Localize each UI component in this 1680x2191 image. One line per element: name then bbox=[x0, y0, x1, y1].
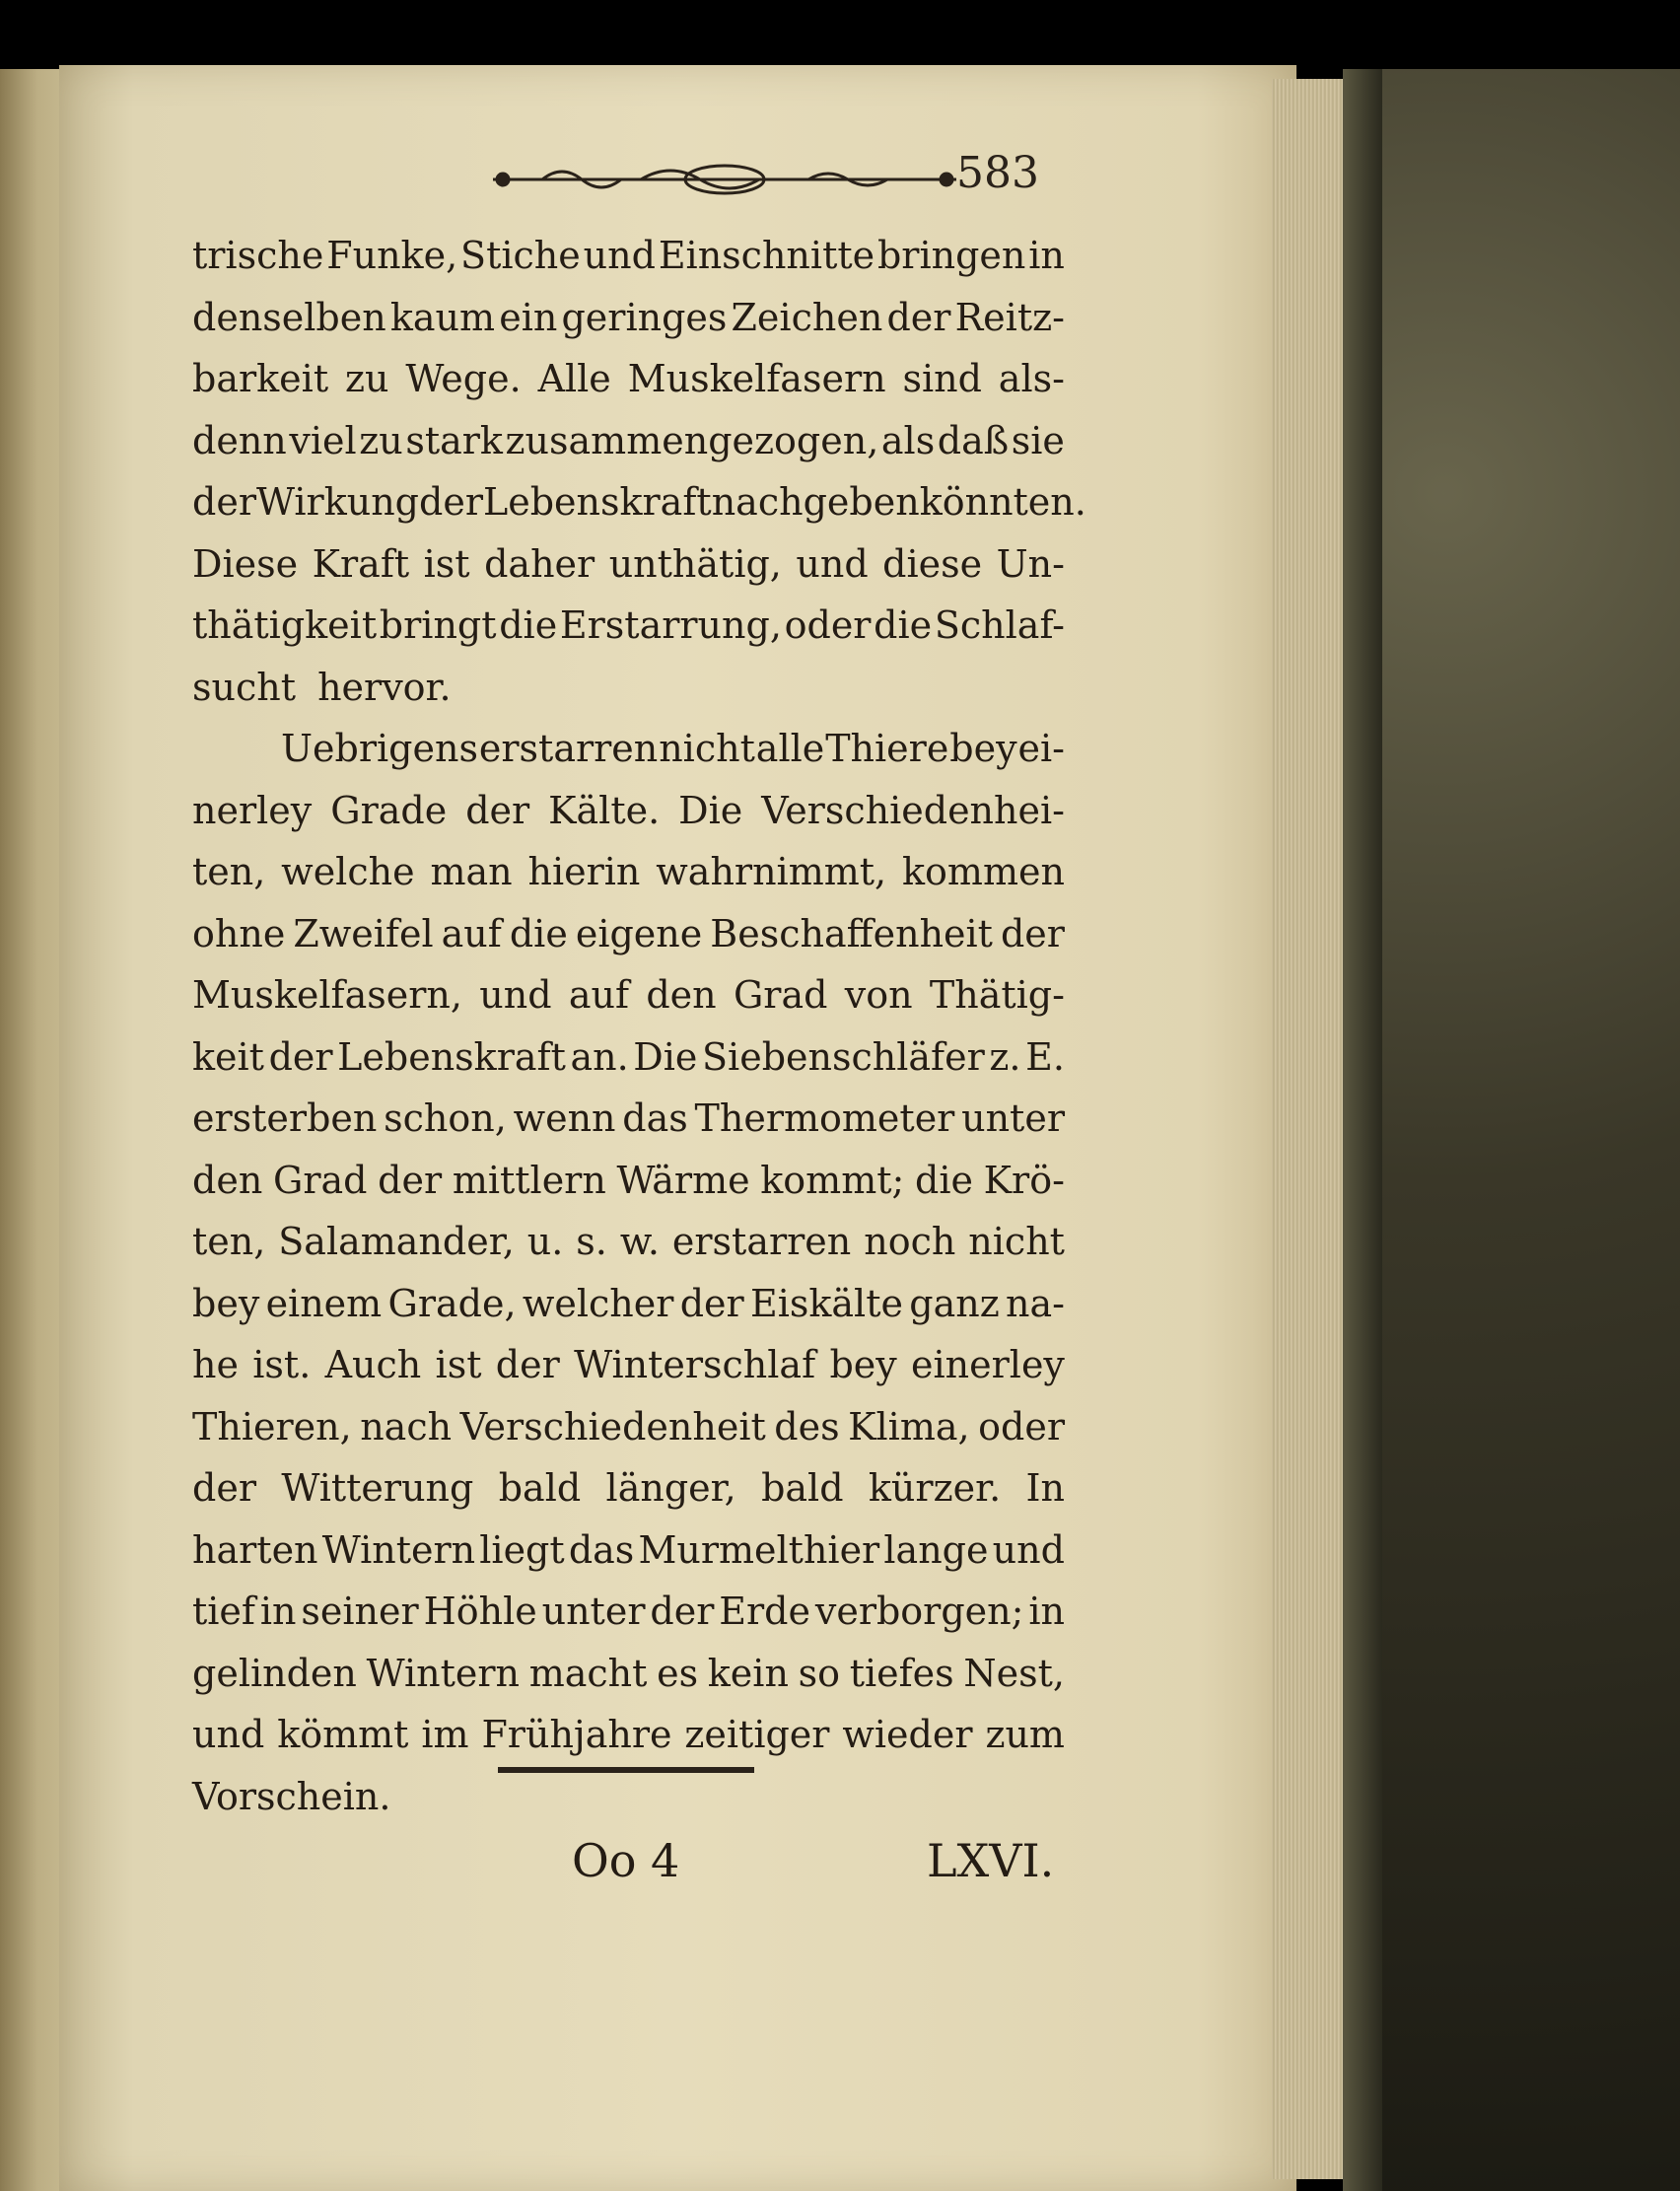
text-line: Diese Kraft ist daher unthätig, und diese Un- bbox=[192, 541, 1065, 586]
text-line: sucht hervor. bbox=[192, 665, 452, 709]
text-line: denselben kaum ein geringes Zeichen der Reitz- bbox=[192, 295, 1065, 339]
marbled-cover bbox=[1343, 69, 1680, 2191]
text-line: harten Wintern liegt das Murmelthier lange und bbox=[192, 1527, 1065, 1572]
signature-mark: Oo 4 bbox=[572, 1834, 680, 1887]
text-line: den Grad der mittlern Wärme kommt; die Krö- bbox=[192, 1158, 1065, 1202]
body-text bbox=[192, 225, 1086, 1827]
text-line: der Wirkung der Lebenskraft nachgeben könnten. bbox=[192, 480, 1086, 524]
page-footer bbox=[572, 1834, 1065, 1893]
text-line: Muskelfasern, und auf den Grad von Thätig- bbox=[192, 973, 1065, 1017]
page-number: 583 bbox=[956, 148, 1039, 198]
cover-spine-edge bbox=[1343, 69, 1382, 2191]
ornament-icon bbox=[483, 160, 966, 199]
text-line: barkeit zu Wege. Alle Muskelfasern sind als- bbox=[192, 357, 1065, 400]
text-line: und kömmt im Frühjahre zeitiger wieder zum bbox=[192, 1713, 1065, 1756]
text-line: he ist. Auch ist der Winterschlaf bey einerley bbox=[192, 1343, 1065, 1386]
section-rule bbox=[498, 1767, 754, 1773]
text-line: Vorschein. bbox=[192, 1774, 391, 1818]
text-line: ten, welche man hierin wahrnimmt, kommen bbox=[192, 850, 1065, 893]
text-line: Thieren, nach Verschiedenheit des Klima, oder bbox=[192, 1404, 1065, 1449]
text-line: denn viel zu stark zusammengezogen, als daß sie bbox=[192, 418, 1065, 462]
text-line: bey einem Grade, welcher der Eiskälte ganz na- bbox=[192, 1281, 1065, 1325]
text-line: keit der Lebenskraft an. Die Siebenschläfer z. E. bbox=[192, 1034, 1065, 1079]
page-header bbox=[197, 148, 1085, 217]
text-line: nerley Grade der Kälte. Die Verschiedenhei- bbox=[192, 788, 1065, 832]
text-line: Uebrigens erstarren nicht alle Thiere bey ei- bbox=[281, 727, 1065, 770]
text-line: ersterben schon, wenn das Thermometer unter bbox=[192, 1096, 1065, 1140]
text-line: ten, Salamander, u. s. w. erstarren noch nicht bbox=[192, 1220, 1065, 1263]
text-line: der Witterung bald länger, bald kürzer. In bbox=[192, 1466, 1065, 1510]
text-line: tief in seiner Höhle unter der Erde verborgen; in bbox=[192, 1590, 1065, 1633]
text-line: gelinden Wintern macht es kein so tiefes Nest, bbox=[192, 1651, 1065, 1695]
catchword: LXVI. bbox=[927, 1834, 1055, 1887]
text-line: thätigkeit bringt die Erstarrung, oder die Schlaf- bbox=[192, 603, 1065, 647]
text-line: ohne Zweifel auf die eigene Beschaffenheit der bbox=[192, 911, 1065, 955]
page-block-edges bbox=[1272, 79, 1351, 2179]
text-line: trische Funke, Stiche und Einschnitte bringen in bbox=[192, 234, 1065, 277]
